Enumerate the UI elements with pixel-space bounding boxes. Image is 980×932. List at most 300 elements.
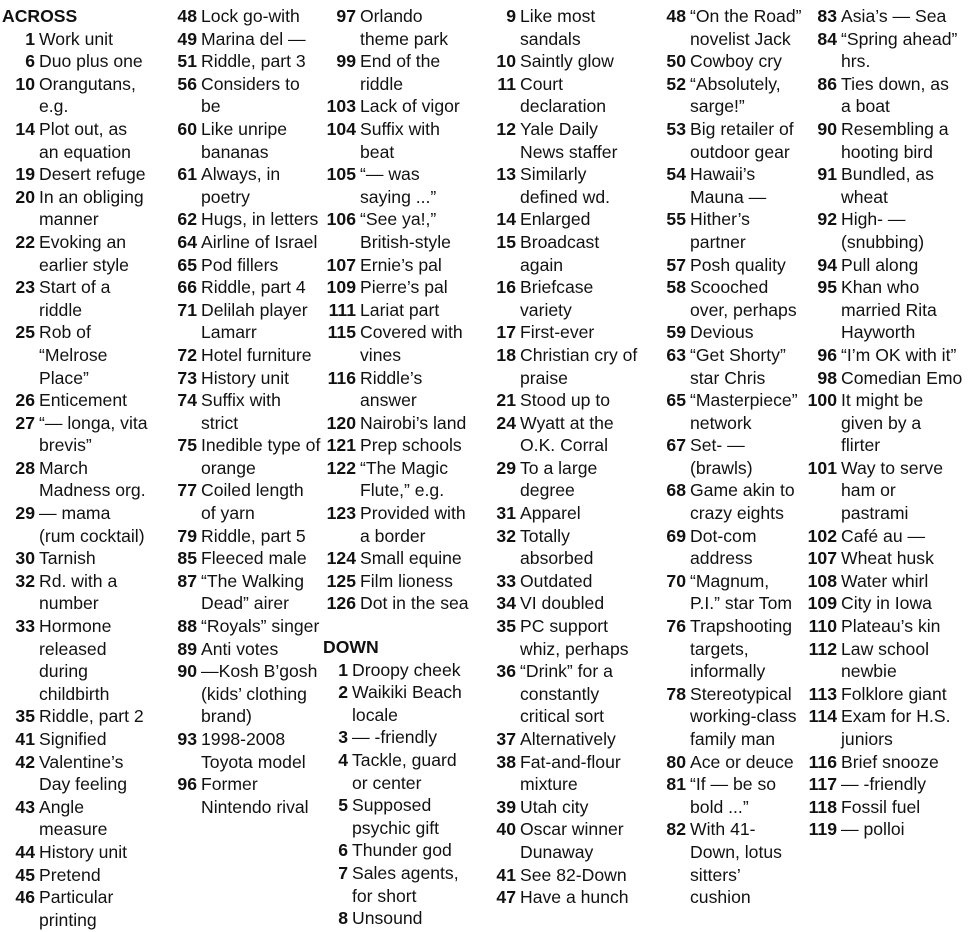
clue — [491, 592, 641, 615]
clue-column-6 — [803, 5, 963, 841]
clue-text: First-ever — [520, 322, 595, 343]
clue-text: Waikiki Beach locale — [352, 682, 462, 725]
clue-number: 90 — [177, 661, 197, 682]
clue-number: 36 — [496, 661, 516, 682]
clue-text: Considers to be — [201, 73, 300, 117]
clue-text: “Drink” for a constantly critical sort — [520, 661, 613, 727]
clue-number: 111 — [328, 299, 356, 320]
clue-text: Riddle, part 4 — [201, 277, 306, 298]
clue-number: 113 — [808, 683, 837, 704]
clue-text: “On the Road” novelist Jack — [690, 6, 802, 49]
clue-text: 1998-2008 Toyota model — [201, 729, 306, 772]
clue-text: Covered with vines — [360, 322, 463, 365]
clue-text: With 41-Down, lotus sitters’ cushion — [690, 819, 782, 908]
clue-number: 94 — [817, 254, 837, 275]
clue — [803, 751, 963, 774]
clue — [2, 615, 150, 705]
clue-number: 35 — [15, 706, 35, 727]
clue-text: Orlando theme park — [360, 6, 449, 49]
clue-text: “Magnum, P.I.” star Tom — [690, 570, 793, 614]
clue-text: “Spring ahead” hrs. — [841, 28, 958, 72]
clue-number: 14 — [496, 209, 516, 230]
clue-number: 34 — [496, 593, 516, 614]
clue-number: 100 — [807, 390, 837, 411]
clue — [491, 818, 641, 863]
clue — [491, 5, 641, 50]
clue-text: Plateau’s kin — [841, 616, 941, 637]
clue — [172, 231, 322, 254]
clue — [323, 434, 475, 457]
clue — [323, 254, 475, 277]
clue — [323, 681, 475, 726]
clue — [652, 321, 804, 344]
clue-text: City in Iowa — [841, 593, 932, 614]
clue-number: 42 — [15, 751, 35, 772]
clue-text: Stood up to — [520, 390, 610, 411]
clue — [491, 163, 641, 208]
clue-number: 104 — [326, 118, 356, 139]
clue-text: Law school newbie — [841, 638, 930, 682]
clue-text: Fat-and-flour mixture — [520, 751, 621, 795]
clue-number: 49 — [177, 28, 197, 49]
clue-number: 16 — [496, 277, 516, 298]
clue — [491, 525, 641, 570]
clue-text: Prep schools — [360, 435, 462, 456]
clue — [803, 705, 963, 750]
clue — [172, 434, 322, 479]
clue — [803, 525, 963, 548]
clue — [2, 231, 150, 276]
clue-number: 41 — [15, 729, 35, 749]
clue-text: Like unripe bananas — [201, 118, 288, 162]
clue-number: 7 — [338, 862, 348, 883]
clue-text: Airline of Israel — [201, 231, 318, 252]
clue — [172, 660, 322, 728]
clue-text: Former Nintendo rival — [201, 774, 309, 817]
clue-text: Exam for H.S. juniors — [841, 706, 951, 749]
clue — [491, 864, 641, 887]
clue-text: Way to serve ham or pastrami — [841, 457, 944, 524]
clue-number: 85 — [177, 548, 197, 569]
clue-text: Asia’s — Sea — [841, 6, 947, 26]
clue-number: 77 — [177, 480, 197, 501]
clue-number: 46 — [15, 887, 35, 908]
clue-number: 115 — [327, 322, 356, 343]
clue-text: Stereotypical working-class family man — [690, 683, 797, 749]
clue — [652, 344, 804, 389]
clue-number: 35 — [496, 616, 516, 637]
clue-number: 12 — [496, 118, 516, 139]
clue — [172, 28, 322, 51]
clue-number: 52 — [666, 73, 686, 94]
clue — [323, 208, 475, 253]
clue-number: 64 — [177, 231, 197, 252]
clue-number: 89 — [177, 638, 197, 659]
clue — [323, 502, 475, 547]
clue — [2, 886, 150, 931]
clue-number: 33 — [15, 616, 35, 637]
clue-text: Thunder god — [352, 840, 452, 861]
clue — [323, 862, 475, 907]
clue-number: 78 — [666, 683, 686, 704]
clue-number: 103 — [326, 96, 356, 117]
clue — [172, 773, 322, 818]
clue — [323, 547, 475, 570]
clue-number: 81 — [666, 774, 686, 795]
clue-text: “— was saying ...” — [360, 164, 437, 207]
clue-text: Scooched over, perhaps — [690, 277, 797, 320]
clue-number: 66 — [177, 277, 197, 298]
clue-number: 121 — [326, 435, 356, 456]
clue-number: 57 — [666, 254, 686, 275]
clue-text: “Get Shorty” star Chris — [690, 344, 786, 388]
clue — [2, 389, 150, 412]
clue — [323, 412, 475, 435]
clue-text: Hawaii’s Mauna — — [690, 164, 767, 207]
clue-number: 4 — [338, 750, 348, 770]
clue-number: 105 — [326, 164, 356, 185]
clue — [652, 773, 804, 818]
clue-text: Outdated — [520, 570, 593, 591]
clue-number: 47 — [496, 887, 516, 908]
clue-text: — mama (rum cocktail) — [39, 503, 145, 546]
clue-number: 69 — [666, 525, 686, 546]
clue — [2, 841, 150, 864]
clue-text: Provided with a border — [360, 503, 466, 546]
clue-text: Always, in poetry — [201, 164, 281, 207]
clue-number: 97 — [336, 6, 356, 26]
clue-number: 20 — [15, 186, 35, 207]
clue — [803, 118, 963, 163]
clue — [323, 95, 475, 118]
clue — [803, 547, 963, 570]
clue-number: 71 — [177, 299, 197, 320]
clue-number: 109 — [326, 277, 356, 298]
clue-text: End of the riddle — [360, 51, 441, 94]
clue — [323, 118, 475, 163]
clue-number: 72 — [177, 344, 197, 365]
clue-text: Dot-com address — [690, 525, 757, 569]
clue-text: Lock go-with — [201, 6, 300, 26]
clue-text: Sales agents, for short — [352, 862, 459, 906]
clue-text: Riddle, part 2 — [39, 706, 144, 727]
clue — [172, 367, 322, 390]
clue — [172, 50, 322, 73]
clue-number: 108 — [807, 570, 837, 591]
clue — [652, 683, 804, 751]
clue-text: Dot in the sea — [360, 593, 469, 614]
clue-text: Bundled, as wheat — [841, 164, 934, 207]
clue-number: 38 — [496, 751, 516, 772]
clue-number: 73 — [177, 367, 197, 388]
clue-text: Work unit — [39, 28, 113, 49]
clue-number: 26 — [15, 390, 35, 411]
clue-number: 17 — [496, 322, 516, 343]
clue — [2, 502, 150, 547]
clue-number: 1 — [338, 659, 348, 680]
clue-number: 122 — [326, 457, 356, 478]
clue-text: Broadcast again — [520, 231, 600, 275]
clue-number: 63 — [666, 344, 686, 365]
clue-number: 53 — [666, 118, 686, 139]
clue — [803, 615, 963, 638]
clue — [491, 457, 641, 502]
clue-text: Anti votes — [201, 638, 279, 659]
clue — [2, 28, 150, 51]
clue — [172, 5, 322, 28]
clue-number: 80 — [666, 751, 686, 772]
clue — [803, 208, 963, 253]
clue-number: 74 — [177, 390, 197, 411]
clue-number: 14 — [15, 118, 35, 139]
clue-column-4 — [491, 5, 641, 909]
clue — [491, 231, 641, 276]
clue — [803, 28, 963, 73]
clue-number: 68 — [666, 480, 686, 501]
clue — [652, 276, 804, 321]
clue-text: Hotel furniture — [201, 344, 312, 365]
clue — [652, 570, 804, 615]
clue — [491, 276, 641, 321]
clue — [323, 659, 475, 682]
clue-text: Signified — [39, 729, 107, 749]
clue-text: VI doubled — [520, 593, 605, 614]
clue-text: Valentine’s Day feeling — [39, 751, 128, 795]
clue — [172, 118, 322, 163]
clue-text: Game akin to crazy eights — [690, 480, 795, 524]
clue-text: Hither’s partner — [690, 209, 750, 252]
clue-text: Tarnish — [39, 548, 96, 569]
clue-text: PC support whiz, perhaps — [520, 616, 629, 659]
clue — [803, 796, 963, 819]
clue — [172, 276, 322, 299]
clue — [172, 208, 322, 231]
clue — [323, 839, 475, 862]
clue — [803, 344, 963, 367]
clue-number: 2 — [338, 682, 348, 703]
clue-number: 19 — [15, 164, 35, 185]
clue-text: Angle measure — [39, 796, 108, 840]
clue-number: 33 — [496, 570, 516, 591]
clue-number: 65 — [177, 254, 197, 275]
clue-text: Water whirl — [841, 570, 929, 591]
clue-text: Khan who married Rita Hayworth — [841, 277, 937, 343]
clue — [323, 367, 475, 412]
clue-number: 27 — [15, 412, 35, 433]
clue-text: — -friendly — [352, 727, 438, 748]
clue-text: Court declaration — [520, 73, 607, 117]
clue-text: Ties down, as a boat — [841, 73, 949, 117]
clue — [652, 50, 804, 73]
clue — [2, 50, 150, 73]
clue-text: Fossil fuel — [841, 796, 921, 817]
clue-text: Coiled length of yarn — [201, 480, 304, 524]
clue-number: 23 — [15, 277, 35, 298]
clue-number: 54 — [666, 164, 686, 185]
clue — [172, 389, 322, 434]
clue-number: 123 — [326, 503, 356, 524]
clue-text: — polloi — [841, 819, 905, 840]
clue-number: 96 — [817, 344, 837, 365]
clue — [652, 479, 804, 524]
clue-text: Hormone released during childbirth — [39, 616, 112, 704]
clue-number: 9 — [506, 6, 516, 26]
clue — [491, 208, 641, 231]
clue-number: 10 — [496, 51, 516, 72]
clue-text: “— longa, vita brevis” — [39, 412, 148, 456]
clue-number: 70 — [666, 570, 686, 591]
clue-number: 65 — [666, 390, 686, 411]
clue — [2, 796, 150, 841]
clue-number: 107 — [326, 254, 356, 275]
clue-text: Evoking an earlier style — [39, 231, 129, 275]
clue-number: 56 — [177, 73, 197, 94]
clue-text: Totally absorbed — [520, 525, 594, 569]
clue-number: 5 — [338, 795, 348, 816]
clue-text: Enlarged — [520, 209, 591, 230]
clue-number: 99 — [336, 51, 356, 72]
clue-number: 82 — [666, 819, 686, 840]
clue — [323, 592, 475, 615]
clue — [323, 749, 475, 794]
clue-number: 32 — [496, 525, 516, 546]
clue-number: 59 — [666, 322, 686, 343]
clue — [803, 367, 963, 390]
clue-number: 117 — [808, 774, 837, 795]
clue — [172, 638, 322, 661]
clue — [491, 50, 641, 73]
clue — [172, 163, 322, 208]
clue-number: 40 — [496, 819, 516, 840]
clue-text: Rob of “Melrose Place” — [39, 322, 108, 388]
clue-number: 88 — [177, 616, 197, 637]
clue-text: Lack of vigor — [360, 96, 460, 117]
clue-text: Comedian Emo — [841, 367, 963, 388]
clue — [172, 525, 322, 548]
clue — [323, 907, 475, 930]
clue-number: 29 — [496, 457, 516, 478]
clue-text: Supposed psychic gift — [352, 795, 440, 838]
clue-number: 32 — [15, 570, 35, 591]
clue-text: Nairobi’s land — [360, 412, 467, 433]
clue — [803, 5, 963, 28]
clue-number: 15 — [496, 231, 516, 252]
clue-number: 22 — [15, 231, 35, 252]
clue — [172, 728, 322, 773]
clue-number: 87 — [177, 570, 197, 591]
clue-text: History unit — [201, 367, 289, 388]
clue-text: Wyatt at the O.K. Corral — [520, 412, 614, 456]
clue-text: Saintly glow — [520, 51, 614, 72]
clue-text: Small equine — [360, 548, 462, 569]
clue — [323, 794, 475, 839]
clue-number: 125 — [326, 570, 356, 591]
clue-text: “Masterpiece” network — [690, 390, 798, 433]
clue-text: “If — be so bold ...” — [690, 774, 777, 817]
clue-number: 58 — [666, 277, 686, 298]
clue-number: 37 — [496, 729, 516, 749]
clue — [323, 457, 475, 502]
clue-number: 13 — [496, 164, 516, 185]
clue — [172, 299, 322, 344]
clue — [2, 73, 150, 118]
clue-text: Briefcase variety — [520, 277, 594, 320]
clue — [491, 502, 641, 525]
clue-text: Wheat husk — [841, 548, 934, 569]
clue-number: 75 — [177, 435, 197, 456]
clue — [652, 208, 804, 253]
clue-text: Ace or deuce — [690, 751, 794, 772]
clue-number: 60 — [177, 118, 197, 139]
clue-text: Duo plus one — [39, 51, 143, 72]
clue-text: Unsound — [352, 908, 423, 929]
clue-text: Inedible type of orange — [201, 435, 321, 478]
clue — [491, 570, 641, 593]
clue-text: Start of a riddle — [39, 277, 111, 320]
clue — [323, 321, 475, 366]
clue-number: 102 — [807, 525, 837, 546]
clue-number: 110 — [808, 616, 837, 637]
clue — [803, 389, 963, 457]
clue — [803, 73, 963, 118]
clue-number: 98 — [817, 367, 837, 388]
clue-text: Similarly defined wd. — [520, 164, 610, 207]
clue-text: Like most sandals — [520, 6, 596, 49]
clue — [2, 118, 150, 163]
clue — [491, 389, 641, 412]
clue-text: “See ya!,” British-style — [360, 209, 451, 252]
clue-text: Film lioness — [360, 570, 453, 591]
clue — [652, 254, 804, 277]
clue-number: 31 — [496, 503, 516, 524]
clue-text: Apparel — [520, 503, 581, 524]
clue-number: 109 — [807, 593, 837, 614]
clue-number: 3 — [338, 727, 348, 748]
clue-number: 114 — [808, 706, 837, 727]
clue-column-3 — [323, 5, 475, 930]
clue-number: 112 — [808, 638, 837, 659]
clue — [491, 615, 641, 660]
clue — [803, 818, 963, 841]
clue — [2, 547, 150, 570]
clue-number: 6 — [338, 840, 348, 861]
clue — [803, 457, 963, 525]
clue-text: It might be given by a flirter — [841, 390, 924, 456]
clue-number: 107 — [807, 548, 837, 569]
clue-number: 45 — [15, 864, 35, 885]
clue — [2, 751, 150, 796]
clue-number: 62 — [177, 209, 197, 230]
clue-text: Resembling a hooting bird — [841, 118, 949, 162]
clue-number: 126 — [326, 593, 356, 614]
clue — [2, 457, 150, 502]
clue — [803, 683, 963, 706]
clue-text: Enticement — [39, 390, 128, 411]
clue-number: 84 — [817, 28, 837, 49]
clue — [2, 276, 150, 321]
clue — [172, 547, 322, 570]
clue — [652, 389, 804, 434]
clue-text: Have a hunch — [520, 887, 629, 908]
clue-number: 116 — [327, 367, 356, 388]
clue-text: “I’m OK with it” — [841, 344, 957, 365]
clue-text: Yale Daily News staffer — [520, 118, 618, 162]
clue-text: In an obliging manner — [39, 186, 144, 230]
clue-text: Delilah player Lamarr — [201, 299, 308, 343]
clue-text: Desert refuge — [39, 164, 146, 185]
clue-number: 93 — [177, 729, 197, 749]
clue-number: 44 — [15, 841, 35, 862]
